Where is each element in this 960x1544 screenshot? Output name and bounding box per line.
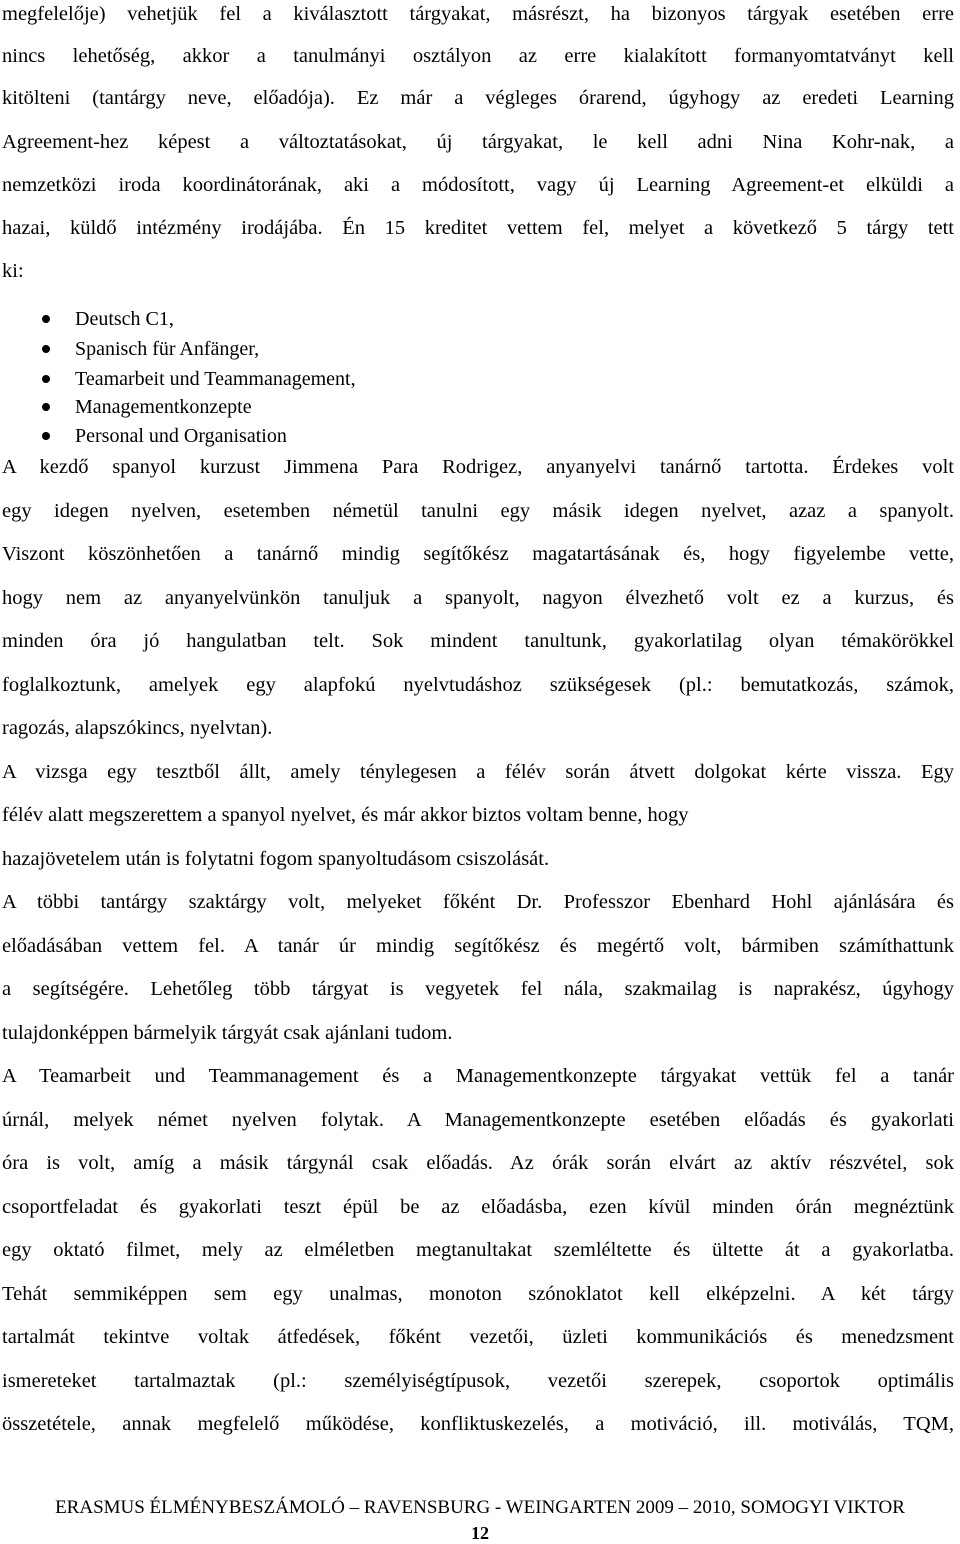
bullet-icon: [42, 345, 50, 353]
paragraph-line: hazai, küldő intézmény irodájába. Én 15 kreditet vettem fel, melyet a következő 5 tárgy tett: [2, 217, 954, 239]
page-footer: ERASMUS ÉLMÉNYBESZÁMOLÓ – RAVENSBURG - WEINGARTEN 2009 – 2010, SOMOGYI VIKTOR: [55, 1497, 905, 1518]
paragraph-line: megfelelője) vehetjük fel a kiválasztott tárgyakat, másrészt, ha bizonyos tárgyak esetében erre: [2, 3, 954, 25]
paragraph-line: A vizsga egy tesztből állt, amely ténylegesen a félév során átvett dolgokat kérte vissza. Egy: [2, 761, 954, 783]
course-name: Deutsch C1,: [75, 308, 174, 330]
paragraph-line: minden óra jó hangulatban telt. Sok mindent tanultunk, gyakorlatilag olyan témakörökkel: [2, 630, 954, 652]
paragraph-line: félév alatt megszerettem a spanyol nyelvet, és már akkor biztos voltam benne, hogy: [2, 804, 689, 826]
paragraph-line: Agreement-hez képest a változtatásokat, új tárgyakat, le kell adni Nina Kohr-nak, a: [2, 131, 954, 153]
course-name: Teamarbeit und Teammanagement,: [75, 368, 356, 390]
list-item: [75, 423, 287, 449]
paragraph-line: foglalkoztunk, amelyek egy alapfokú nyelvtudáshoz szükségesek (pl.: bemutatkozás, számok,: [2, 674, 954, 696]
paragraph-line: egy idegen nyelven, esetemben németül tanulni egy másik idegen nyelvet, azaz a spanyolt.: [2, 500, 954, 522]
list-item: [75, 336, 259, 362]
paragraph-line: tartalmát tekintve voltak átfedések, főként vezetői, üzleti kommunikációs és menedzsment: [2, 1326, 954, 1348]
course-name: Personal und Organisation: [75, 425, 287, 447]
paragraph-line: Tehát semmiképpen sem egy unalmas, monoton szónoklatot kell elképzelni. A két tárgy: [2, 1283, 954, 1305]
paragraph-line: előadásában vettem fel. A tanár úr mindig segítőkész és megértő volt, bármiben számíthattunk: [2, 935, 954, 957]
paragraph-line: nincs lehetőség, akkor a tanulmányi osztályon az erre kialakított formanyomtatványt kell: [2, 45, 954, 67]
course-name: Spanisch für Anfänger,: [75, 338, 260, 360]
course-name: Managementkonzepte: [75, 396, 252, 418]
paragraph-line: ragozás, alapszókincs, nyelvtan).: [2, 717, 273, 739]
paragraph-line: A többi tantárgy szaktárgy volt, melyeket főként Dr. Professzor Ebenhard Hohl ajánlására és: [2, 891, 954, 913]
paragraph-line: a segítségére. Lehetőleg több tárgyat is vegyetek fel nála, szakmailag is naprakész, úgyhogy: [2, 978, 954, 1000]
paragraph-line: ki:: [2, 260, 24, 282]
paragraph-line: nemzetközi iroda koordinátorának, aki a módosított, vagy új Learning Agreement-et elküldi a: [2, 174, 954, 196]
paragraph-line: hazajövetelem után is folytatni fogom spanyoltudásom csiszolását.: [2, 848, 550, 870]
paragraph-line: Viszont köszönhetően a tanárnő mindig segítőkész magatartásának és, hogy figyelembe vette,: [2, 543, 954, 565]
bullet-icon: [42, 315, 50, 323]
paragraph-line: úrnál, melyek német nyelven folytak. A Managementkonzepte esetében előadás és gyakorlati: [2, 1109, 954, 1131]
paragraph-line: óra is volt, amíg a másik tárgynál csak előadás. Az órák során elvárt az aktív részvétel, sok: [2, 1152, 954, 1174]
page-number: 12: [471, 1523, 489, 1543]
paragraph-line: A Teamarbeit und Teammanagement és a Managementkonzepte tárgyakat vettük fel a tanár: [2, 1065, 954, 1087]
bullet-icon: [42, 375, 50, 383]
list-item: [75, 394, 252, 420]
paragraph-line: hogy nem az anyanyelvünkön tanuljuk a spanyolt, nagyon élvezhető volt ez a kurzus, és: [2, 587, 954, 609]
paragraph-line: ismereteket tartalmaztak (pl.: személyiségtípusok, vezetői szerepek, csoportok optimális: [2, 1370, 954, 1392]
paragraph-line: A kezdő spanyol kurzust Jimmena Para Rodrigez, anyanyelvi tanárnő tartotta. Érdekes volt: [2, 456, 954, 478]
paragraph-line: kitölteni (tantárgy neve, előadója). Ez már a végleges órarend, úgyhogy az eredeti Learning: [2, 87, 954, 109]
bullet-icon: [42, 403, 50, 411]
list-item: [75, 366, 356, 392]
list-item: [75, 306, 174, 332]
paragraph-line: összetétele, annak megfelelő működése, konfliktuskezelés, a motiváció, ill. motiválás, TQM,: [2, 1413, 954, 1435]
paragraph-line: tulajdonképpen bármelyik tárgyát csak ajánlani tudom.: [2, 1022, 453, 1044]
paragraph-line: egy oktató filmet, mely az elméletben megtanultakat szemléltette és ültette át a gyakorlatba.: [2, 1239, 954, 1261]
paragraph-line: csoportfeladat és gyakorlati teszt épül be az előadásba, ezen kívül minden órán megnéztünk: [2, 1196, 954, 1218]
bullet-icon: [42, 432, 50, 440]
